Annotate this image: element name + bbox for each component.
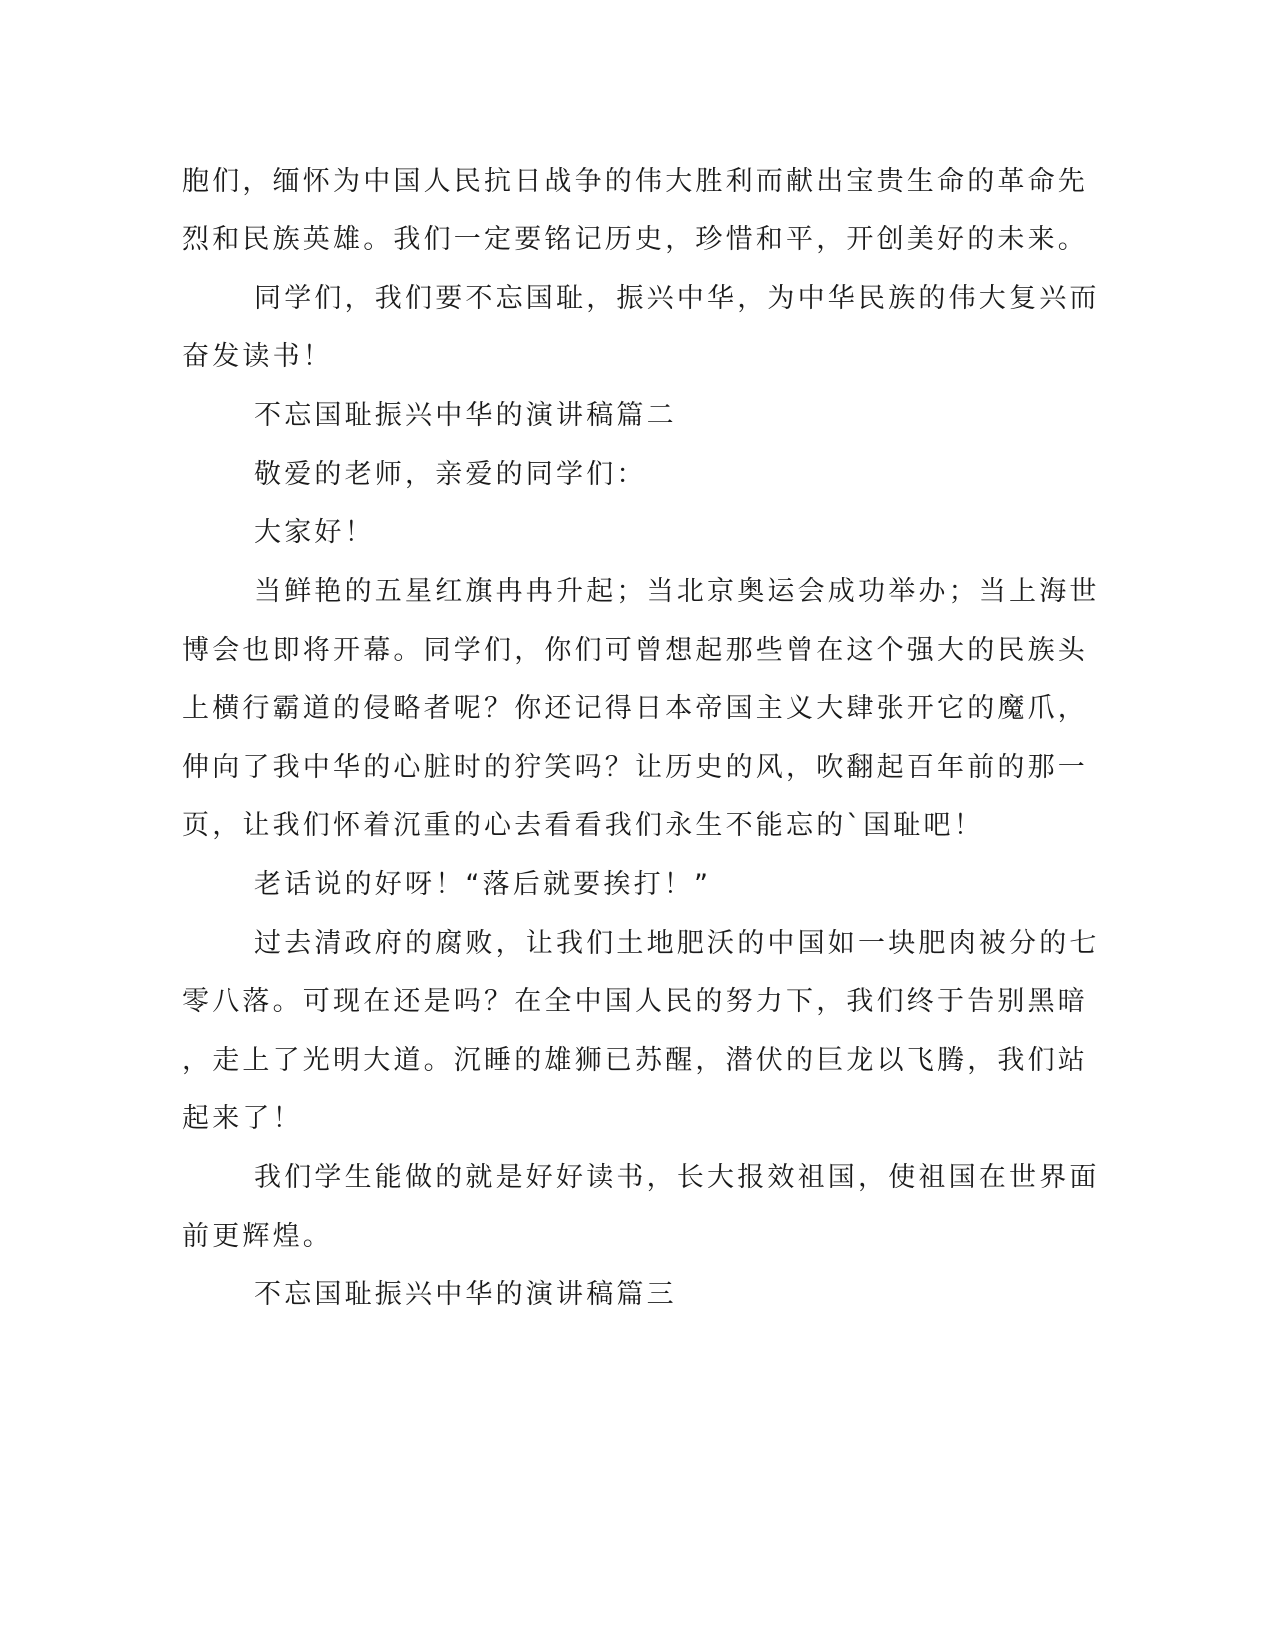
paragraph-start-line: 我们学生能做的就是好好读书，长大报效祖国，使祖国在世界面: [254, 1162, 1100, 1193]
greeting: 大家好！: [254, 517, 375, 548]
text-line: 起来了！: [182, 1103, 303, 1134]
section-heading: 不忘国耻振兴中华的演讲稿篇三: [254, 1279, 677, 1310]
text-line: 前更辉煌。: [182, 1221, 333, 1252]
text-line: ，走上了光明大道。沉睡的雄狮已苏醒，潜伏的巨龙以飞腾，我们站: [182, 1045, 1088, 1076]
text-line: 烈和民族英雄。我们一定要铭记历史，珍惜和平，开创美好的未来。: [182, 224, 1088, 255]
text-line: 零八落。可现在还是吗？在全中国人民的努力下，我们终于告别黑暗: [182, 986, 1088, 1017]
text-line: 奋发读书！: [182, 341, 333, 372]
text-line: 上横行霸道的侵略者呢？你还记得日本帝国主义大肆张开它的魔爪，: [182, 693, 1088, 724]
paragraph-start-line: 过去清政府的腐败，让我们土地肥沃的中国如一块肥肉被分的七: [254, 928, 1100, 959]
text-line: 伸向了我中华的心脏时的狞笑吗？让历史的风，吹翻起百年前的那一: [182, 752, 1088, 783]
text-line: 胞们，缅怀为中国人民抗日战争的伟大胜利而献出宝贵生命的革命先: [182, 166, 1088, 197]
section-heading: 不忘国耻振兴中华的演讲稿篇二: [254, 400, 677, 431]
paragraph-start-line: 同学们，我们要不忘国耻，振兴中华，为中华民族的伟大复兴而: [254, 283, 1100, 314]
salutation: 敬爱的老师，亲爱的同学们：: [254, 459, 647, 490]
text-line: 页，让我们怀着沉重的心去看看我们永生不能忘的`国耻吧！: [182, 810, 984, 841]
paragraph-start-line: 老话说的好呀！“落后就要挨打！”: [254, 869, 712, 900]
text-line: 博会也即将开幕。同学们，你们可曾想起那些曾在这个强大的民族头: [182, 635, 1088, 666]
paragraph-start-line: 当鲜艳的五星红旗冉冉升起；当北京奥运会成功举办；当上海世: [254, 576, 1100, 607]
